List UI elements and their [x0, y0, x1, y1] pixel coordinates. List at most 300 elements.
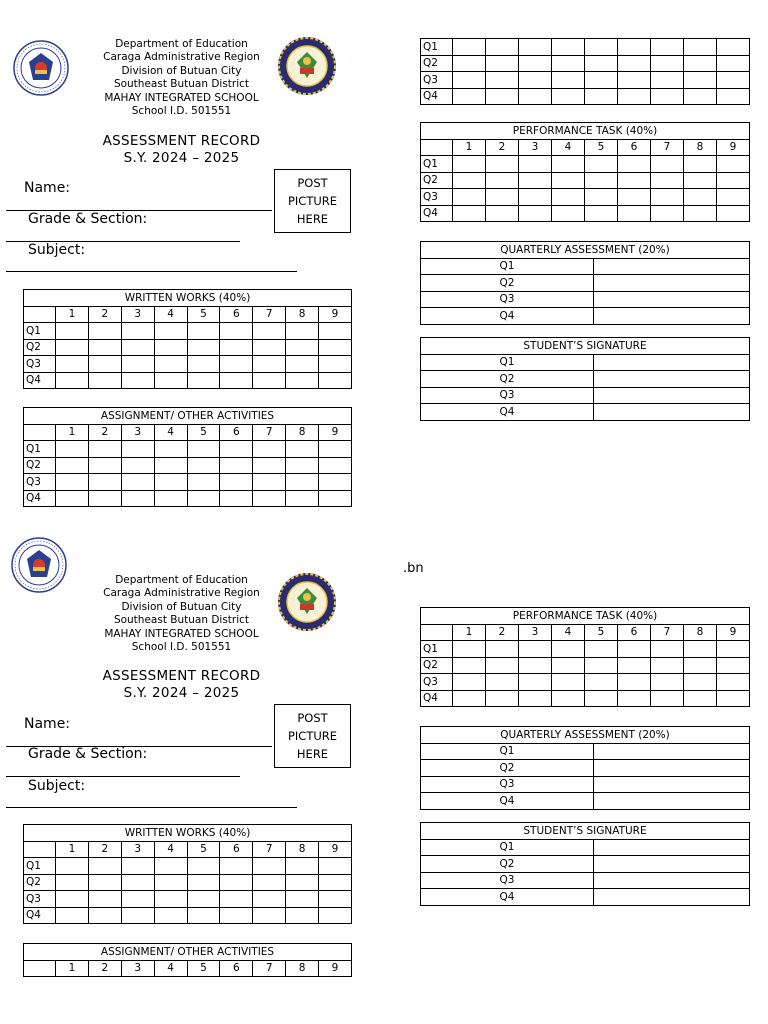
grade-cell[interactable]: [717, 88, 750, 105]
grade-cell[interactable]: [651, 189, 684, 206]
table-row: [421, 404, 750, 421]
table-caption: ASSIGNMENT/ OTHER ACTIVITIES: [24, 408, 352, 425]
grade-cell[interactable]: [519, 156, 552, 173]
grade-cell[interactable]: [684, 657, 717, 674]
grade-cell[interactable]: [319, 372, 352, 389]
row-label-cell: Q1: [421, 156, 453, 173]
grade-cell[interactable]: [220, 874, 253, 891]
grade-cell[interactable]: [154, 356, 187, 373]
row-label-cell: 1: [56, 306, 89, 323]
grade-cell[interactable]: [717, 189, 750, 206]
grade-cell[interactable]: [552, 674, 585, 691]
grade-cell[interactable]: [253, 441, 286, 458]
grade-cell[interactable]: [585, 88, 618, 105]
grade-cell[interactable]: [651, 55, 684, 72]
grade-cell[interactable]: [220, 891, 253, 908]
grade-cell[interactable]: [618, 189, 651, 206]
grade-cell[interactable]: [56, 323, 89, 340]
grade-cell[interactable]: [319, 441, 352, 458]
grade-cell[interactable]: [220, 490, 253, 507]
grade-cell[interactable]: [220, 441, 253, 458]
grade-cell[interactable]: [684, 674, 717, 691]
deped-seal-icon: [13, 40, 69, 96]
grade-cell[interactable]: [486, 690, 519, 707]
grade-cell[interactable]: [594, 404, 750, 421]
grade-cell[interactable]: [684, 156, 717, 173]
row-label-cell: 8: [286, 960, 319, 977]
grade-cell[interactable]: [220, 474, 253, 491]
grade-cell[interactable]: [594, 856, 750, 873]
grade-cell[interactable]: [717, 39, 750, 56]
grade-cell[interactable]: [594, 258, 750, 275]
table-row: [24, 874, 352, 891]
grade-cell[interactable]: [121, 858, 154, 875]
grade-cell[interactable]: [56, 457, 89, 474]
grade-cell[interactable]: [319, 339, 352, 356]
grade-cell[interactable]: [618, 641, 651, 658]
row-label-cell: Q2: [24, 874, 56, 891]
grade-cell[interactable]: [453, 88, 486, 105]
grade-cell[interactable]: [684, 172, 717, 189]
grade-cell[interactable]: [651, 88, 684, 105]
row-label-cell: Q2: [24, 457, 56, 474]
grade-cell[interactable]: [618, 156, 651, 173]
grade-cell[interactable]: [286, 858, 319, 875]
grade-cell[interactable]: [651, 641, 684, 658]
grade-cell[interactable]: [618, 39, 651, 56]
grade-cell[interactable]: [651, 657, 684, 674]
grade-cell[interactable]: [154, 474, 187, 491]
grade-cell[interactable]: [594, 387, 750, 404]
grade-cell[interactable]: [88, 891, 121, 908]
grade-cell[interactable]: [552, 205, 585, 222]
grade-cell[interactable]: [220, 339, 253, 356]
grade-cell[interactable]: [486, 39, 519, 56]
grade-cell[interactable]: [453, 205, 486, 222]
row-label-cell: 6: [220, 841, 253, 858]
column-header-row: [421, 624, 750, 641]
grade-cell[interactable]: [519, 674, 552, 691]
grade-cell[interactable]: [56, 874, 89, 891]
grade-cell[interactable]: [88, 339, 121, 356]
grade-cell[interactable]: [253, 356, 286, 373]
grade-cell[interactable]: [585, 72, 618, 89]
grade-cell[interactable]: [154, 457, 187, 474]
grade-cell[interactable]: [286, 474, 319, 491]
row-label-cell: 7: [651, 139, 684, 156]
grade-cell[interactable]: [121, 457, 154, 474]
row-label-cell: 2: [486, 139, 519, 156]
grade-cell[interactable]: [121, 323, 154, 340]
grade-cell[interactable]: [187, 356, 220, 373]
grade-cell[interactable]: [594, 291, 750, 308]
grade-cell[interactable]: [684, 641, 717, 658]
grade-cell[interactable]: [651, 674, 684, 691]
grade-cell[interactable]: [453, 55, 486, 72]
grade-cell[interactable]: [585, 690, 618, 707]
grade-cell[interactable]: [594, 354, 750, 371]
grade-cell[interactable]: [286, 323, 319, 340]
grade-cell[interactable]: [519, 205, 552, 222]
grade-cell[interactable]: [121, 907, 154, 924]
grade-cell[interactable]: [286, 339, 319, 356]
row-label-cell: 4: [154, 424, 187, 441]
grade-cell[interactable]: [453, 657, 486, 674]
grade-cell[interactable]: [651, 39, 684, 56]
grade-cell[interactable]: [56, 474, 89, 491]
grade-cell[interactable]: [585, 55, 618, 72]
grade-cell[interactable]: [154, 891, 187, 908]
grade-cell[interactable]: [421, 624, 453, 641]
grade-cell[interactable]: [519, 657, 552, 674]
grade-cell[interactable]: [319, 457, 352, 474]
grade-cell[interactable]: [187, 874, 220, 891]
grade-cell[interactable]: [486, 88, 519, 105]
grade-cell[interactable]: [594, 872, 750, 889]
grade-cell[interactable]: [187, 372, 220, 389]
grade-cell[interactable]: [24, 306, 56, 323]
grade-cell[interactable]: [220, 356, 253, 373]
grade-cell[interactable]: [717, 690, 750, 707]
grade-cell[interactable]: [453, 189, 486, 206]
grade-cell[interactable]: [618, 674, 651, 691]
grade-cell[interactable]: [453, 39, 486, 56]
grade-cell[interactable]: [618, 88, 651, 105]
grade-cell[interactable]: [684, 39, 717, 56]
grade-cell[interactable]: [319, 858, 352, 875]
table-row: [421, 291, 750, 308]
grade-cell[interactable]: [253, 339, 286, 356]
row-label-cell: 6: [618, 624, 651, 641]
grade-cell[interactable]: [552, 88, 585, 105]
grade-cell[interactable]: [88, 858, 121, 875]
grade-cell[interactable]: [519, 39, 552, 56]
row-label-cell: 1: [56, 841, 89, 858]
grade-cell[interactable]: [88, 457, 121, 474]
grade-cell[interactable]: [286, 907, 319, 924]
grade-cell[interactable]: [486, 657, 519, 674]
grade-cell[interactable]: [717, 641, 750, 658]
grade-cell[interactable]: [717, 657, 750, 674]
grade-cell[interactable]: [594, 839, 750, 856]
grade-cell[interactable]: [154, 441, 187, 458]
table-row: [421, 205, 750, 222]
grade-cell[interactable]: [286, 891, 319, 908]
grade-cell[interactable]: [486, 172, 519, 189]
grade-cell[interactable]: [585, 39, 618, 56]
grade-cell[interactable]: [56, 339, 89, 356]
name-label: Name:: [24, 180, 71, 196]
grade-cell[interactable]: [453, 674, 486, 691]
row-label-cell: 5: [585, 139, 618, 156]
table-row: [421, 674, 750, 691]
grade-cell[interactable]: [253, 858, 286, 875]
grade-cell[interactable]: [319, 907, 352, 924]
row-label-cell: 8: [286, 841, 319, 858]
grade-cell[interactable]: [88, 874, 121, 891]
subject-line[interactable]: [6, 271, 297, 272]
grade-cell[interactable]: [453, 690, 486, 707]
grade-cell[interactable]: [552, 172, 585, 189]
grade-cell[interactable]: [486, 156, 519, 173]
grade-cell[interactable]: [286, 457, 319, 474]
grade-cell[interactable]: [253, 907, 286, 924]
grade-cell[interactable]: [552, 657, 585, 674]
school-year: S.Y. 2024 – 2025: [123, 684, 240, 701]
grade-cell[interactable]: [187, 490, 220, 507]
grade-cell[interactable]: [717, 205, 750, 222]
written-works-table: [23, 289, 352, 389]
table-row: [421, 641, 750, 658]
grade-cell[interactable]: [253, 891, 286, 908]
grade-cell[interactable]: [421, 139, 453, 156]
photo-text: HERE: [296, 747, 329, 761]
grade-cell[interactable]: [88, 907, 121, 924]
grade-cell[interactable]: [187, 474, 220, 491]
grade-cell[interactable]: [56, 372, 89, 389]
grade-cell[interactable]: [121, 372, 154, 389]
grade-cell[interactable]: [618, 657, 651, 674]
grade-cell[interactable]: [618, 172, 651, 189]
grade-cell[interactable]: [187, 907, 220, 924]
table-row: [421, 657, 750, 674]
grade-cell[interactable]: [154, 339, 187, 356]
row-label-cell: Q4: [421, 404, 594, 421]
grade-cell[interactable]: [552, 39, 585, 56]
grade-cell[interactable]: [121, 339, 154, 356]
grade-cell[interactable]: [684, 55, 717, 72]
grade-cell[interactable]: [453, 72, 486, 89]
grade-cell[interactable]: [486, 641, 519, 658]
row-label-cell: Q2: [421, 371, 594, 388]
column-header-row: [24, 960, 352, 977]
grade-cell[interactable]: [552, 690, 585, 707]
grade-cell[interactable]: [319, 323, 352, 340]
grade-cell[interactable]: [24, 841, 56, 858]
grade-cell[interactable]: [585, 156, 618, 173]
grade-cell[interactable]: [154, 490, 187, 507]
grade-cell[interactable]: [154, 858, 187, 875]
grade-cell[interactable]: [651, 172, 684, 189]
grade-cell[interactable]: [594, 743, 750, 760]
table-row: [24, 907, 352, 924]
grade-cell[interactable]: [594, 308, 750, 325]
grade-cell[interactable]: [187, 323, 220, 340]
table-row: [421, 776, 750, 793]
grade-cell[interactable]: [121, 891, 154, 908]
table-row: [421, 156, 750, 173]
grade-cell[interactable]: [594, 889, 750, 906]
grade-cell[interactable]: [286, 490, 319, 507]
row-label-cell: 8: [684, 139, 717, 156]
grade-cell[interactable]: [618, 690, 651, 707]
grade-cell[interactable]: [88, 323, 121, 340]
grade-cell[interactable]: [88, 441, 121, 458]
grade-cell[interactable]: [651, 690, 684, 707]
grade-cell[interactable]: [594, 776, 750, 793]
grade-cell[interactable]: [121, 356, 154, 373]
grade-cell[interactable]: [286, 441, 319, 458]
grade-cell[interactable]: [717, 674, 750, 691]
table-row: [24, 441, 352, 458]
grade-cell[interactable]: [594, 793, 750, 810]
grade-cell[interactable]: [319, 891, 352, 908]
grade-cell[interactable]: [585, 641, 618, 658]
row-label-cell: 1: [453, 624, 486, 641]
grade-cell[interactable]: [121, 474, 154, 491]
grade-cell[interactable]: [519, 189, 552, 206]
table-caption: QUARTERLY ASSESSMENT (20%): [421, 727, 750, 744]
grade-cell[interactable]: [253, 874, 286, 891]
grade-cell[interactable]: [552, 189, 585, 206]
grade-cell[interactable]: [651, 205, 684, 222]
grade-cell[interactable]: [121, 874, 154, 891]
grade-cell[interactable]: [187, 858, 220, 875]
grade-cell[interactable]: [717, 156, 750, 173]
grade-cell[interactable]: [220, 907, 253, 924]
grade-cell[interactable]: [187, 441, 220, 458]
grade-cell[interactable]: [651, 156, 684, 173]
grade-cell[interactable]: [453, 641, 486, 658]
grade-cell[interactable]: [618, 55, 651, 72]
grade-cell[interactable]: [88, 356, 121, 373]
grade-cell[interactable]: [717, 55, 750, 72]
grade-cell[interactable]: [585, 189, 618, 206]
grade-cell[interactable]: [154, 874, 187, 891]
table-row: [421, 189, 750, 206]
grade-cell[interactable]: [56, 891, 89, 908]
grade-cell[interactable]: [552, 641, 585, 658]
grade-cell[interactable]: [453, 156, 486, 173]
grade-cell[interactable]: [585, 657, 618, 674]
grade-cell[interactable]: [519, 641, 552, 658]
grade-cell[interactable]: [253, 490, 286, 507]
grade-cell[interactable]: [585, 674, 618, 691]
grade-cell[interactable]: [56, 441, 89, 458]
row-label-cell: Q3: [24, 356, 56, 373]
grade-cell[interactable]: [286, 874, 319, 891]
grade-cell[interactable]: [88, 490, 121, 507]
grade-cell[interactable]: [486, 189, 519, 206]
row-label-cell: 1: [56, 960, 89, 977]
grade-cell[interactable]: [88, 372, 121, 389]
grade-cell[interactable]: [684, 189, 717, 206]
grade-cell[interactable]: [56, 356, 89, 373]
grade-cell[interactable]: [154, 907, 187, 924]
grade-cell[interactable]: [253, 372, 286, 389]
grade-cell[interactable]: [519, 690, 552, 707]
grade-cell[interactable]: [486, 55, 519, 72]
grade-cell[interactable]: [121, 490, 154, 507]
table-row: [421, 275, 750, 292]
table-row: [421, 872, 750, 889]
grade-cell[interactable]: [684, 88, 717, 105]
grade-cell[interactable]: [24, 960, 56, 977]
grade-cell[interactable]: [519, 172, 552, 189]
grade-cell[interactable]: [486, 674, 519, 691]
header-line: MAHAY INTEGRATED SCHOOL: [104, 91, 259, 104]
grade-cell[interactable]: [187, 891, 220, 908]
grade-cell[interactable]: [684, 690, 717, 707]
grade-cell[interactable]: [56, 907, 89, 924]
grade-cell[interactable]: [253, 457, 286, 474]
header-line: Department of Education: [115, 38, 248, 50]
grade-cell[interactable]: [684, 205, 717, 222]
grade-cell[interactable]: [88, 474, 121, 491]
grade-cell[interactable]: [56, 858, 89, 875]
grade-cell[interactable]: [319, 490, 352, 507]
row-label-cell: Q4: [421, 793, 594, 810]
photo-text: POST: [297, 176, 328, 190]
grade-cell[interactable]: [220, 457, 253, 474]
grade-cell[interactable]: [187, 339, 220, 356]
grade-cell[interactable]: [519, 55, 552, 72]
grade-cell[interactable]: [319, 874, 352, 891]
subject-line[interactable]: [6, 807, 297, 808]
grade-cell[interactable]: [651, 72, 684, 89]
grade-cell[interactable]: [253, 474, 286, 491]
grade-cell[interactable]: [319, 474, 352, 491]
row-label-cell: 3: [121, 424, 154, 441]
grade-section-line[interactable]: [6, 776, 240, 777]
record-title: [80, 133, 283, 166]
grade-cell[interactable]: [220, 323, 253, 340]
grade-cell[interactable]: [486, 72, 519, 89]
grade-cell[interactable]: [56, 490, 89, 507]
row-label-cell: 2: [88, 424, 121, 441]
grade-cell[interactable]: [618, 72, 651, 89]
column-header-row: [24, 306, 352, 323]
table-row: [421, 387, 750, 404]
grade-cell[interactable]: [684, 72, 717, 89]
grade-cell[interactable]: [519, 72, 552, 89]
grade-cell[interactable]: [594, 760, 750, 777]
grade-cell[interactable]: [552, 72, 585, 89]
grade-cell[interactable]: [585, 172, 618, 189]
grade-cell[interactable]: [594, 371, 750, 388]
grade-cell[interactable]: [121, 441, 154, 458]
grade-cell[interactable]: [253, 323, 286, 340]
grade-cell[interactable]: [486, 205, 519, 222]
row-label-cell: 9: [319, 841, 352, 858]
school-header: [80, 38, 283, 118]
grade-cell[interactable]: [552, 156, 585, 173]
row-label-cell: Q3: [421, 674, 453, 691]
grade-cell[interactable]: [187, 457, 220, 474]
grade-cell[interactable]: [717, 172, 750, 189]
header-line: Southeast Butuan District: [113, 614, 250, 627]
grade-cell[interactable]: [618, 205, 651, 222]
grade-cell[interactable]: [154, 323, 187, 340]
grade-cell[interactable]: [453, 172, 486, 189]
grade-cell[interactable]: [585, 205, 618, 222]
grade-cell[interactable]: [552, 55, 585, 72]
row-label-cell: Q4: [24, 372, 56, 389]
table-row: [421, 793, 750, 810]
row-label-cell: 9: [717, 624, 750, 641]
grade-cell[interactable]: [154, 372, 187, 389]
grade-cell[interactable]: [319, 356, 352, 373]
grade-cell[interactable]: [220, 372, 253, 389]
grade-cell[interactable]: [286, 372, 319, 389]
grade-cell[interactable]: [286, 356, 319, 373]
row-label-cell: 4: [154, 841, 187, 858]
grade-cell[interactable]: [519, 88, 552, 105]
grade-cell[interactable]: [24, 424, 56, 441]
grade-cell[interactable]: [717, 72, 750, 89]
grade-cell[interactable]: [220, 858, 253, 875]
grade-cell[interactable]: [594, 275, 750, 292]
